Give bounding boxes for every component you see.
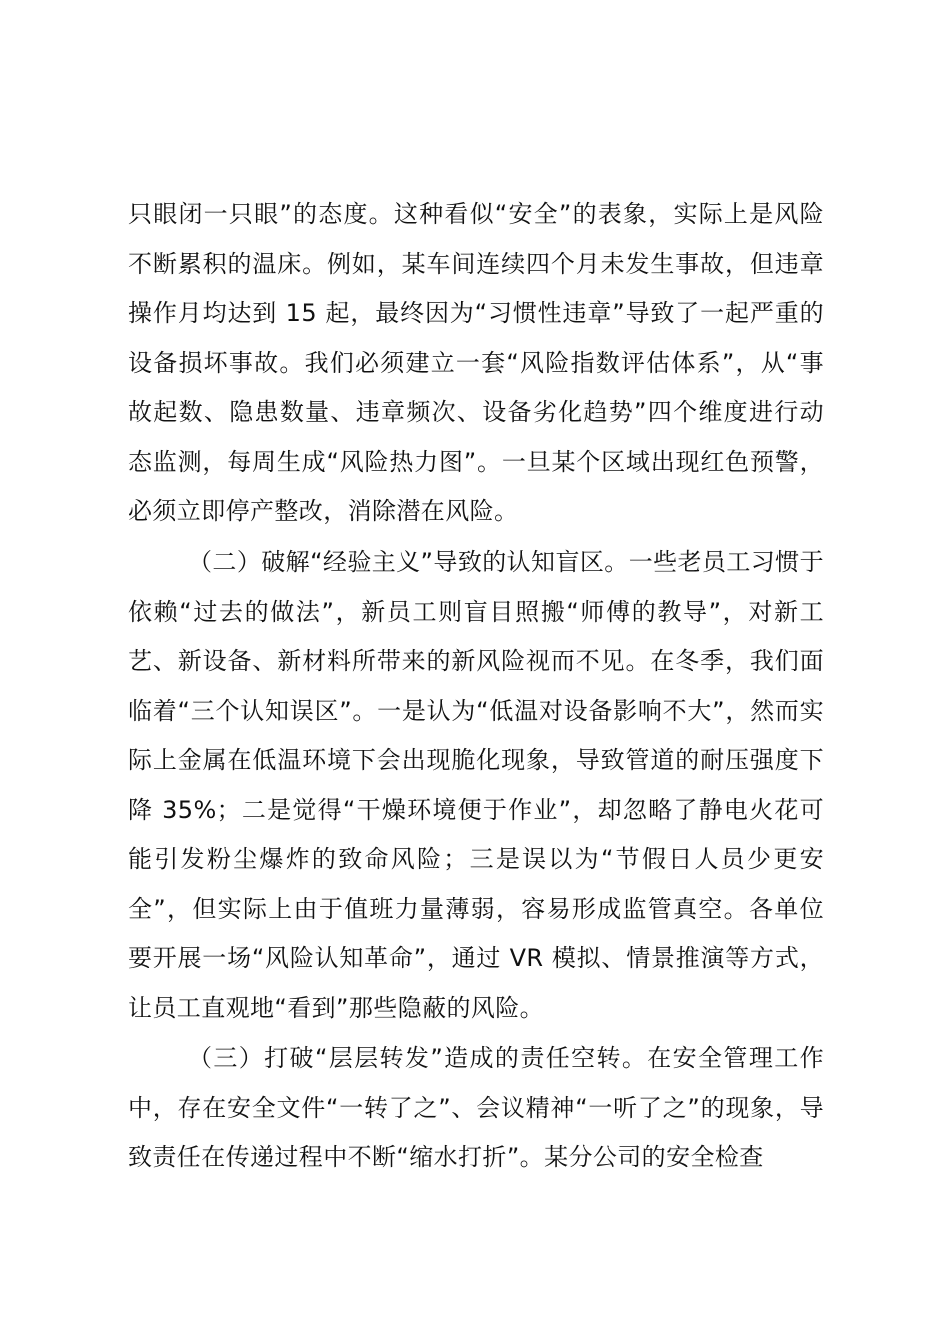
paragraph-three: （三）打破“层层转发”造成的责任空转。在安全管理工作中，存在安全文件“一转了之”、会议精神“一听了之”的现象，导致责任在传递过程中不断“缩水打折”。某分公司的安全检查: [128, 1044, 824, 1171]
paragraph-continuation-block: [128, 190, 824, 537]
paragraph-two-block: [128, 538, 824, 1033]
paragraph-continuation: 只眼闭一只眼”的态度。这种看似“安全”的表象，实际上是风险不断累积的温床。例如，某车间连续四个月未发生事故，但违章操作月均达到 15 起，最终因为“习惯性违章”导致了一起严重的设备损坏事故。我们必须建立一套“风险指数评估体系”，从“事故起数、隐患数量、违章频次、设备劣化趋势”四个维度进行动态监测，每周生成“风险热力图”。一旦某个区域出现红色预警，必须立即停产整改，消除潜在风险。: [128, 200, 824, 525]
paragraph-two: （二）破解“经验主义”导致的认知盲区。一些老员工习惯于依赖“过去的做法”，新员工则盲目照搬“师傅的教导”，对新工艺、新设备、新材料所带来的新风险视而不见。在冬季，我们面临着“三个认知误区”。一是认为“低温对设备影响不大”，然而实际上金属在低温环境下会出现脆化现象，导致管道的耐压强度下降 35%；二是觉得“干燥环境便于作业”，却忽略了静电火花可能引发粉尘爆炸的致命风险；三是误以为“节假日人员少更安全”，但实际上由于值班力量薄弱，容易形成监管真空。各单位要开展一场“风险认知革命”，通过 VR 模拟、情景推演等方式，让员工直观地“看到”那些隐蔽的风险。: [128, 548, 824, 1022]
paragraph-three-block: [128, 1034, 824, 1183]
